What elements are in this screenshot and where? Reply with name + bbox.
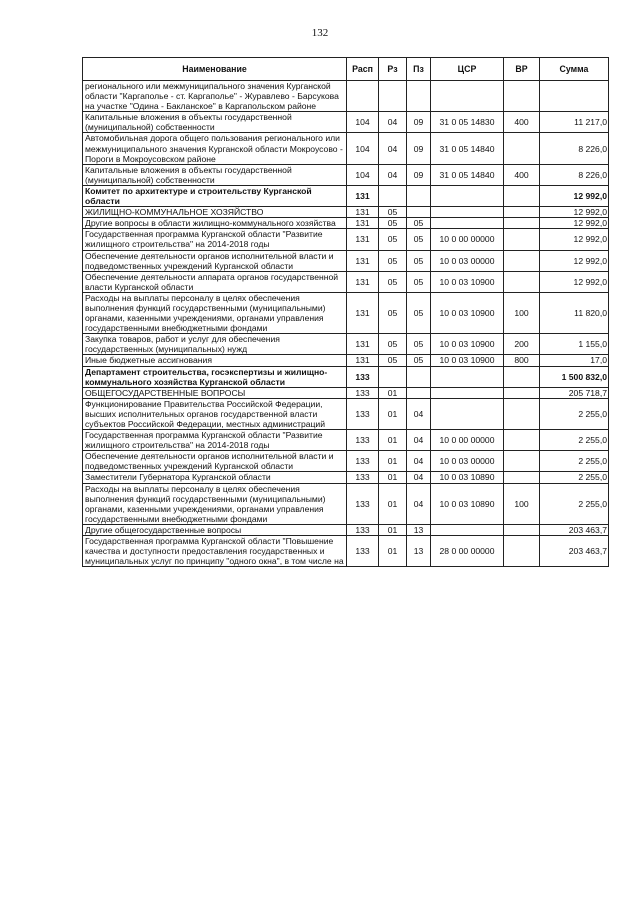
cell-vr: 100 <box>504 292 540 333</box>
cell-name: Заместители Губернатора Курганской области <box>83 472 347 483</box>
cell-vr <box>504 250 540 271</box>
cell-rasp: 133 <box>347 387 379 398</box>
table-row <box>83 524 609 535</box>
header-pz: Пз <box>407 58 431 81</box>
cell-rz: 05 <box>379 271 407 292</box>
cell-csr <box>431 524 504 535</box>
cell-sum: 8 226,0 <box>540 133 609 164</box>
cell-csr <box>431 398 504 429</box>
header-name: Наименование <box>83 58 347 81</box>
cell-vr <box>504 218 540 229</box>
cell-sum: 12 992,0 <box>540 218 609 229</box>
table-row <box>83 133 609 164</box>
cell-rasp: 131 <box>347 334 379 355</box>
cell-csr: 10 0 03 10900 <box>431 355 504 366</box>
cell-pz: 05 <box>407 218 431 229</box>
table-row <box>83 536 609 567</box>
cell-name: Обеспечение деятельности аппарата органов государственной власти Курганской области <box>83 271 347 292</box>
cell-csr <box>431 207 504 218</box>
cell-vr <box>504 271 540 292</box>
cell-rz: 01 <box>379 472 407 483</box>
cell-rz <box>379 366 407 387</box>
cell-rz: 01 <box>379 536 407 567</box>
cell-rz: 01 <box>379 524 407 535</box>
cell-csr: 10 0 03 10900 <box>431 271 504 292</box>
table-row <box>83 451 609 472</box>
cell-name: Другие общегосударственные вопросы <box>83 524 347 535</box>
cell-rasp: 131 <box>347 229 379 250</box>
cell-rasp: 104 <box>347 164 379 185</box>
cell-name: Государственная программа Курганской области "Развитие жилищного строительства" на 2014-2018 годы <box>83 229 347 250</box>
cell-rasp: 133 <box>347 472 379 483</box>
table-row <box>83 207 609 218</box>
cell-pz: 04 <box>407 483 431 524</box>
cell-rz: 01 <box>379 430 407 451</box>
header-sum: Сумма <box>540 58 609 81</box>
cell-csr <box>431 218 504 229</box>
table-row <box>83 218 609 229</box>
cell-csr: 10 0 03 00000 <box>431 250 504 271</box>
cell-name: Государственная программа Курганской области "Повышение качества и доступности предоставления государственных и муниципальных услуг по принципу "одного окна", в том числе на <box>83 536 347 567</box>
cell-rz: 01 <box>379 483 407 524</box>
cell-vr <box>504 430 540 451</box>
cell-vr <box>504 185 540 206</box>
cell-rasp: 131 <box>347 185 379 206</box>
cell-vr <box>504 81 540 112</box>
cell-sum: 12 992,0 <box>540 229 609 250</box>
cell-pz: 09 <box>407 112 431 133</box>
cell-rz: 05 <box>379 334 407 355</box>
cell-rasp <box>347 81 379 112</box>
cell-name: Функционирование Правительства Российской Федерации, высших исполнительных органов государственной власти субъектов Российской Федерации, местных администраций <box>83 398 347 429</box>
cell-csr <box>431 81 504 112</box>
cell-pz <box>407 185 431 206</box>
cell-vr <box>504 524 540 535</box>
cell-name: Закупка товаров, работ и услуг для обеспечения государственных (муниципальных) нужд <box>83 334 347 355</box>
header-rz: Рз <box>379 58 407 81</box>
cell-rz: 05 <box>379 229 407 250</box>
cell-vr <box>504 536 540 567</box>
cell-csr: 10 0 03 10890 <box>431 472 504 483</box>
cell-sum: 203 463,7 <box>540 536 609 567</box>
cell-sum: 12 992,0 <box>540 207 609 218</box>
cell-pz: 05 <box>407 250 431 271</box>
cell-sum: 1 500 832,0 <box>540 366 609 387</box>
table-row <box>83 355 609 366</box>
cell-rasp: 133 <box>347 366 379 387</box>
cell-sum: 2 255,0 <box>540 398 609 429</box>
cell-name: Автомобильная дорога общего пользования регионального или межмуниципального значения Курганской области Мокроусово - Пороги в Мокроусовском районе <box>83 133 347 164</box>
table-body <box>83 81 609 567</box>
cell-name: Другие вопросы в области жилищно-коммунального хозяйства <box>83 218 347 229</box>
cell-name: Государственная программа Курганской области "Развитие жилищного строительства" на 2014-2018 годы <box>83 430 347 451</box>
cell-pz: 09 <box>407 133 431 164</box>
cell-pz <box>407 207 431 218</box>
cell-pz <box>407 81 431 112</box>
cell-csr <box>431 366 504 387</box>
cell-pz: 05 <box>407 271 431 292</box>
cell-vr: 800 <box>504 355 540 366</box>
cell-vr <box>504 387 540 398</box>
table-row <box>83 292 609 333</box>
cell-csr: 10 0 03 00000 <box>431 451 504 472</box>
cell-rasp: 104 <box>347 112 379 133</box>
cell-csr: 10 0 00 00000 <box>431 430 504 451</box>
cell-rz: 04 <box>379 133 407 164</box>
page-number: 132 <box>311 27 329 39</box>
table-row <box>83 430 609 451</box>
cell-vr <box>504 472 540 483</box>
cell-vr <box>504 451 540 472</box>
table-header-row <box>83 58 609 81</box>
cell-name: Иные бюджетные ассигнования <box>83 355 347 366</box>
cell-rasp: 133 <box>347 524 379 535</box>
cell-sum: 8 226,0 <box>540 164 609 185</box>
table-row <box>83 387 609 398</box>
cell-sum: 203 463,7 <box>540 524 609 535</box>
table-row <box>83 334 609 355</box>
cell-pz: 04 <box>407 451 431 472</box>
cell-rasp: 104 <box>347 133 379 164</box>
cell-pz: 04 <box>407 398 431 429</box>
cell-pz <box>407 387 431 398</box>
cell-pz: 04 <box>407 472 431 483</box>
cell-rasp: 133 <box>347 398 379 429</box>
cell-sum <box>540 81 609 112</box>
cell-rz: 05 <box>379 207 407 218</box>
cell-name: ОБЩЕГОСУДАРСТВЕННЫЕ ВОПРОСЫ <box>83 387 347 398</box>
cell-rasp: 131 <box>347 207 379 218</box>
cell-rz: 05 <box>379 292 407 333</box>
cell-name: регионального или межмуниципального значения Курганской области "Каргаполье - ст. Каргаполье" - Журавлево - Барсукова на участке "Одина - Бакланское" в Каргапольском районе <box>83 81 347 112</box>
cell-rz: 05 <box>379 250 407 271</box>
cell-rasp: 131 <box>347 250 379 271</box>
cell-sum: 2 255,0 <box>540 451 609 472</box>
table-row <box>83 271 609 292</box>
cell-vr <box>504 207 540 218</box>
cell-sum: 1 155,0 <box>540 334 609 355</box>
cell-vr <box>504 133 540 164</box>
cell-sum: 12 992,0 <box>540 250 609 271</box>
header-csr: ЦСР <box>431 58 504 81</box>
cell-name: ЖИЛИЩНО-КОММУНАЛЬНОЕ ХОЗЯЙСТВО <box>83 207 347 218</box>
cell-rz <box>379 81 407 112</box>
cell-pz: 13 <box>407 536 431 567</box>
cell-rasp: 131 <box>347 271 379 292</box>
cell-pz: 05 <box>407 334 431 355</box>
table-row <box>83 229 609 250</box>
cell-rz: 05 <box>379 355 407 366</box>
cell-sum: 12 992,0 <box>540 271 609 292</box>
table-row <box>83 398 609 429</box>
cell-rz: 01 <box>379 387 407 398</box>
cell-vr <box>504 229 540 250</box>
cell-rz: 01 <box>379 398 407 429</box>
cell-csr: 10 0 03 10890 <box>431 483 504 524</box>
cell-name: Обеспечение деятельности органов исполнительной власти и подведомственных учреждений Курганской области <box>83 250 347 271</box>
cell-sum: 2 255,0 <box>540 430 609 451</box>
table-row <box>83 112 609 133</box>
table-row <box>83 366 609 387</box>
cell-name: Капитальные вложения в объекты государственной (муниципальной) собственности <box>83 164 347 185</box>
cell-name: Комитет по архитектуре и строительству Курганской области <box>83 185 347 206</box>
cell-vr <box>504 398 540 429</box>
cell-rasp: 133 <box>347 430 379 451</box>
cell-rz: 04 <box>379 164 407 185</box>
cell-pz <box>407 366 431 387</box>
table-row <box>83 472 609 483</box>
cell-vr: 200 <box>504 334 540 355</box>
cell-sum: 11 217,0 <box>540 112 609 133</box>
cell-sum: 12 992,0 <box>540 185 609 206</box>
cell-csr: 28 0 00 00000 <box>431 536 504 567</box>
cell-rz: 04 <box>379 112 407 133</box>
header-vr: ВР <box>504 58 540 81</box>
cell-rasp: 133 <box>347 536 379 567</box>
cell-csr: 31 0 05 14840 <box>431 133 504 164</box>
cell-vr: 100 <box>504 483 540 524</box>
cell-csr: 31 0 05 14840 <box>431 164 504 185</box>
cell-rz <box>379 185 407 206</box>
table-row <box>83 185 609 206</box>
cell-csr: 10 0 03 10900 <box>431 334 504 355</box>
cell-name: Департамент строительства, госэкспертизы и жилищно-коммунального хозяйства Курганской области <box>83 366 347 387</box>
cell-vr <box>504 366 540 387</box>
table-row <box>83 250 609 271</box>
cell-name: Расходы на выплаты персоналу в целях обеспечения выполнения функций государственными (муниципальными) органами, казенными учреждениями, органами управления государственными внебюджетными фондами <box>83 292 347 333</box>
table-row <box>83 164 609 185</box>
cell-rasp: 131 <box>347 355 379 366</box>
cell-name: Капитальные вложения в объекты государственной (муниципальной) собственности <box>83 112 347 133</box>
cell-sum: 17,0 <box>540 355 609 366</box>
cell-pz: 04 <box>407 430 431 451</box>
cell-rasp: 131 <box>347 292 379 333</box>
cell-name: Расходы на выплаты персоналу в целях обеспечения выполнения функций государственными (муниципальными) органами, казенными учреждениями, органами управления государственными внебюджетными фондами <box>83 483 347 524</box>
cell-vr: 400 <box>504 164 540 185</box>
cell-pz: 05 <box>407 229 431 250</box>
cell-pz: 13 <box>407 524 431 535</box>
cell-csr: 31 0 05 14830 <box>431 112 504 133</box>
cell-csr: 10 0 03 10900 <box>431 292 504 333</box>
table-row <box>83 483 609 524</box>
cell-pz: 05 <box>407 292 431 333</box>
cell-rasp: 133 <box>347 483 379 524</box>
cell-pz: 09 <box>407 164 431 185</box>
cell-rz: 01 <box>379 451 407 472</box>
cell-csr <box>431 387 504 398</box>
header-rasp: Расп <box>347 58 379 81</box>
cell-rasp: 131 <box>347 218 379 229</box>
cell-sum: 205 718,7 <box>540 387 609 398</box>
budget-table <box>82 57 609 567</box>
cell-pz: 05 <box>407 355 431 366</box>
cell-sum: 2 255,0 <box>540 472 609 483</box>
cell-vr: 400 <box>504 112 540 133</box>
table-row <box>83 81 609 112</box>
cell-sum: 2 255,0 <box>540 483 609 524</box>
cell-csr: 10 0 00 00000 <box>431 229 504 250</box>
cell-csr <box>431 185 504 206</box>
cell-rz: 05 <box>379 218 407 229</box>
cell-name: Обеспечение деятельности органов исполнительной власти и подведомственных учреждений Курганской области <box>83 451 347 472</box>
cell-sum: 11 820,0 <box>540 292 609 333</box>
cell-rasp: 133 <box>347 451 379 472</box>
